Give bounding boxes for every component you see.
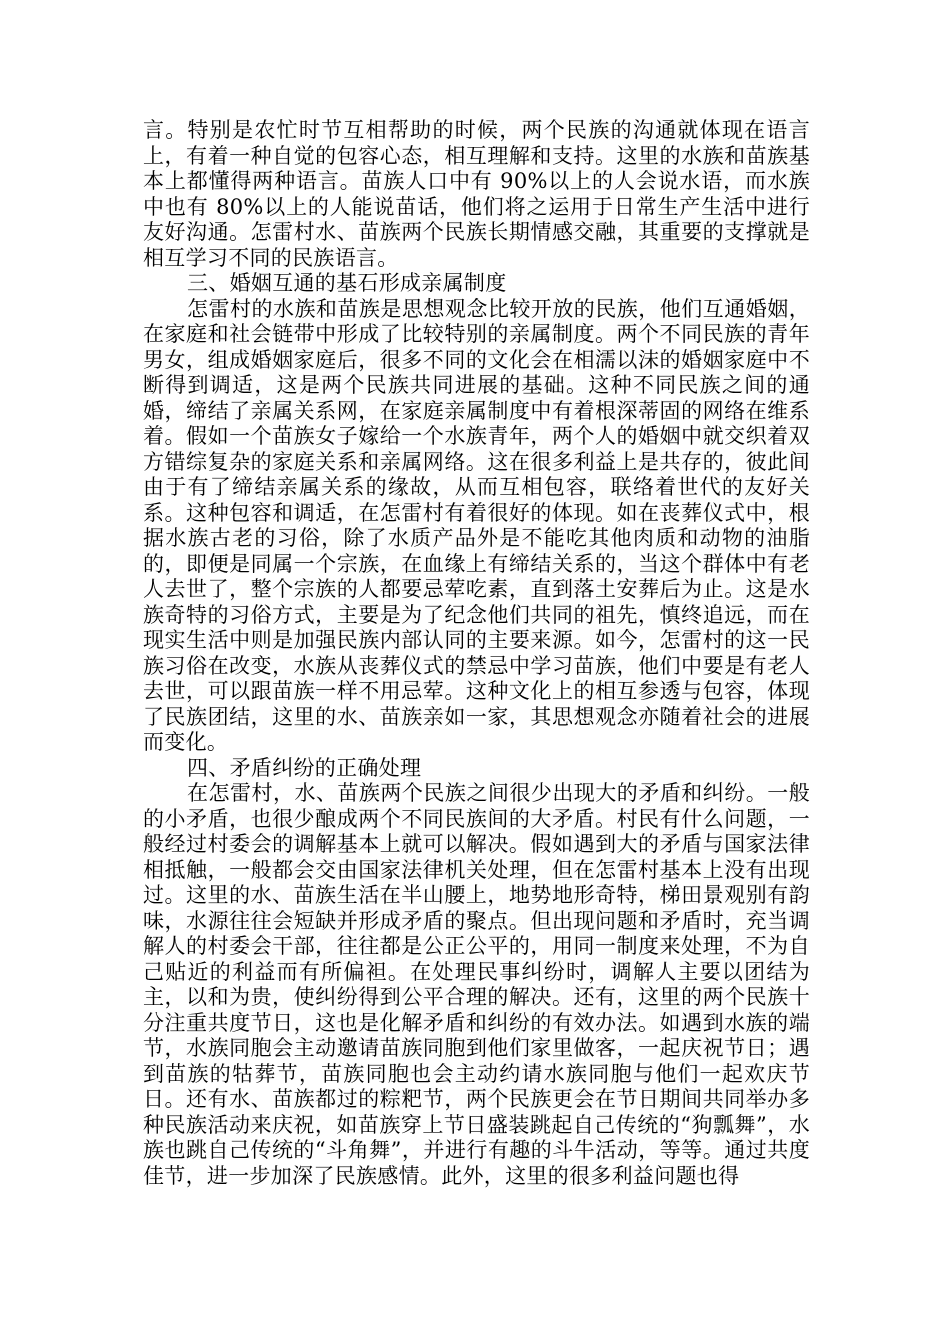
paragraph-language-continuation: 言。特别是农忙时节互相帮助的时候，两个民族的沟通就体现在语言上，有着一种自觉的包容心态，相互理解和支持。这里的水族和苗族基本上都懂得两种语言。苗族人口中有 90%以上的人会说水语，而水族中也有 80%以上的人能说苗话，他们将之运用于日常生产生活中进行友好沟通。怎雷村水、苗族两个民族长期情感交融，其重要的支撑就是相互学习不同的民族语言。 <box>143 118 810 270</box>
paragraph-dispute-resolution: 在怎雷村，水、苗族两个民族之间很少出现大的矛盾和纠纷。一般的小矛盾，也很少酿成两个不同民族间的大矛盾。村民有什么问题，一般经过村委会的调解基本上就可以解决。假如遇到大的矛盾与国家法律相抵触，一般都会交由国家法律机关处理，但在怎雷村基本上没有出现过。这里的水、苗族生活在半山腰上，地势地形奇特，梯田景观别有韵味，水源往往会短缺并形成矛盾的聚点。但出现问题和矛盾时，充当调解人的村委会干部，往往都是公正公平的，用同一制度来处理，不为自己贴近的利益而有所偏袒。在处理民事纠纷时，调解人主要以团结为主，以和为贵，使纠纷得到公平合理的解决。还有，这里的两个民族十分注重共度节日，这也是化解矛盾和纠纷的有效办法。如遇到水族的端节，水族同胞会主动邀请苗族同胞到他们家里做客，一起庆祝节日；遇到苗族的牯葬节，苗族同胞也会主动约请水族同胞与他们一起欢庆节日。还有水、苗族都过的粽粑节，两个民族更会在节日期间共同举办多种民族活动来庆祝，如苗族穿上节日盛装跳起自己传统的“狗瓢舞”，水族也跳自己传统的“斗角舞”，并进行有趣的斗牛活动，等等。通过共度佳节，进一步加深了民族感情。此外，这里的很多利益问题也得 <box>143 781 810 1188</box>
document-page <box>143 118 810 1189</box>
paragraph-marriage-kinship: 怎雷村的水族和苗族是思想观念比较开放的民族，他们互通婚姻，在家庭和社会链带中形成了比较特别的亲属制度。两个不同民族的青年男女，组成婚姻家庭后，很多不同的文化会在相濡以沫的婚姻家庭中不断得到调适，这是两个民族共同进展的基础。这种不同民族之间的通婚，缔结了亲属关系网，在家庭亲属制度中有着根深蒂固的网络在维系着。假如一个苗族女子嫁给一个水族青年，两个人的婚姻中就交织着双方错综复杂的家庭关系和亲属网络。这在很多利益上是共存的，彼此间由于有了缔结亲属关系的缘故，从而互相包容，联络着世代的友好关系。这种包容和调适，在怎雷村有着很好的体现。如在丧葬仪式中，根据水族古老的习俗，除了水质产品外是不能吃其他肉质和动物的油脂的，即便是同属一个宗族，在血缘上有缔结关系的，当这个群体中有老人去世了，整个宗族的人都要忌荤吃素，直到落土安葬后为止。这是水族奇特的习俗方式，主要是为了纪念他们共同的祖先，慎终追远，而在现实生活中则是加强民族内部认同的主要来源。如今，怎雷村的这一民族习俗在改变，水族从丧葬仪式的禁忌中学习苗族，他们中要是有老人去世，可以跟苗族一样不用忌荤。这种文化上的相互参透与包容，体现了民族团结，这里的水、苗族亲如一家，其思想观念亦随着社会的进展而变化。 <box>143 296 810 754</box>
section-heading-disputes: 四、矛盾纠纷的正确处理 <box>187 755 422 780</box>
section-heading-marriage: 三、婚姻互通的基石形成亲属制度 <box>187 271 507 295</box>
